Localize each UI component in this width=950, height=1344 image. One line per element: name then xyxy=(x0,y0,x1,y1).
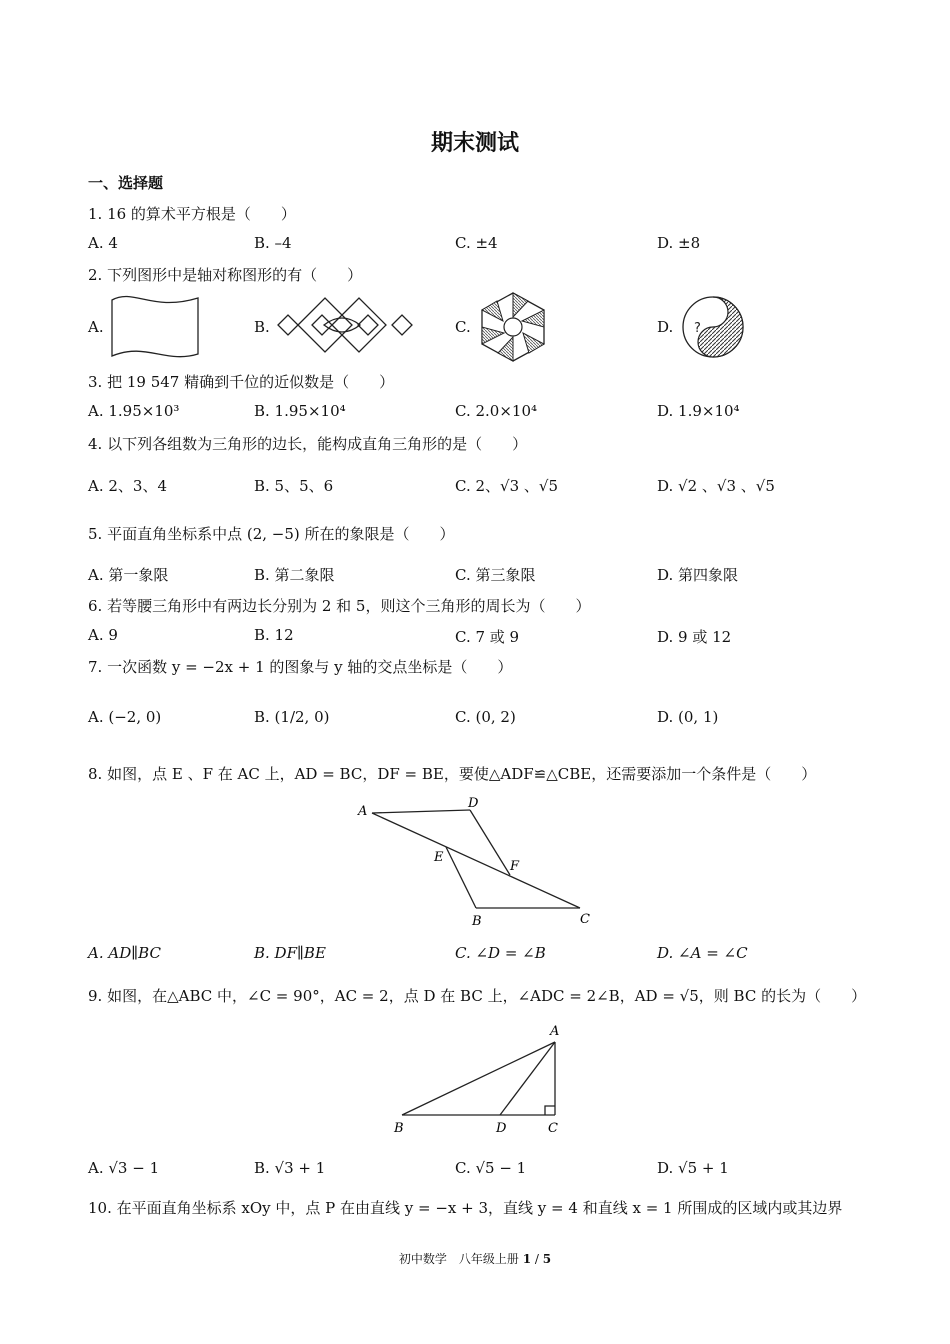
q8-label-d: D xyxy=(468,796,479,811)
q8-label-a: A xyxy=(358,804,368,819)
q8-option-a: A. AD∥BC xyxy=(88,944,161,962)
q2-option-c: C. xyxy=(455,318,471,336)
question-4-stem: 4. 以下列各组数为三角形的边长，能构成直角三角形的是（ ） xyxy=(88,435,528,453)
q2-figure-d-mark: ? xyxy=(694,321,701,336)
q8-figure xyxy=(350,795,600,930)
footer-text: 初中数学 八年级上册 xyxy=(398,1252,523,1266)
page-footer xyxy=(0,1250,950,1267)
q2-figure-c-pinwheel xyxy=(476,291,550,363)
q9-label-b: B xyxy=(394,1121,404,1136)
q3-option-a: A. 1.95×10³ xyxy=(88,402,180,420)
q3-option-c: C. 2.0×10⁴ xyxy=(455,402,538,420)
question-3-stem: 3. 把 19 547 精确到千位的近似数是（ ） xyxy=(88,373,395,391)
footer-page-total: 5 xyxy=(542,1252,552,1266)
q2-figure-b-diamonds xyxy=(278,295,413,355)
q9-option-d: D. √5 + 1 xyxy=(657,1159,729,1177)
page-title: 期末测试 xyxy=(430,131,519,156)
q8-option-c: C. ∠D = ∠B xyxy=(455,944,546,962)
question-6-stem: 6. 若等腰三角形中有两边长分别为 2 和 5，则这个三角形的周长为（ ） xyxy=(88,597,591,615)
q3-option-b: B. 1.95×10⁴ xyxy=(254,402,346,420)
q8-label-e: E xyxy=(434,850,444,865)
q7-option-b: B. (1/2, 0) xyxy=(254,708,330,726)
q4-option-d: D. √2 、√3 、√5 xyxy=(657,477,775,495)
q2-figure-a-banner xyxy=(106,294,206,360)
q1-option-a: A. 4 xyxy=(88,234,118,252)
q7-option-a: A. (−2, 0) xyxy=(88,708,162,726)
q9-label-a: A xyxy=(550,1024,560,1039)
q2-option-d: D. xyxy=(657,318,674,336)
q5-option-a: A. 第一象限 xyxy=(88,566,169,584)
q9-option-b: B. √3 + 1 xyxy=(254,1159,326,1177)
question-2-stem: 2. 下列图形中是轴对称图形的有（ ） xyxy=(88,266,363,284)
question-9-stem: 9. 如图，在△ABC 中，∠C = 90°，AC = 2，点 D 在 BC 上，∠ADC = 2∠B，AD = √5，则 BC 的长为（ ） xyxy=(88,987,867,1005)
q6-option-d: D. 9 或 12 xyxy=(657,628,732,646)
q3-option-d: D. 1.9×10⁴ xyxy=(657,402,740,420)
q2-option-a: A. xyxy=(88,318,104,336)
q9-label-c: C xyxy=(548,1121,558,1136)
q8-label-f: F xyxy=(510,859,520,874)
q9-figure xyxy=(390,1020,570,1140)
question-8-stem: 8. 如图，点 E 、F 在 AC 上，AD = BC，DF = BE，要使△ADF≌△CBE，还需要添加一个条件是（ ） xyxy=(88,765,817,783)
question-10-stem: 10. 在平面直角坐标系 xOy 中，点 P 在由直线 y = −x + 3，直线 y = 4 和直线 x = 1 所围成的区域内或其边界 xyxy=(88,1199,843,1217)
question-5-stem: 5. 平面直角坐标系中点 (2, −5) 所在的象限是（ ） xyxy=(88,525,455,543)
q8-label-c: C xyxy=(580,912,590,927)
q7-option-d: D. (0, 1) xyxy=(657,708,719,726)
q8-label-b: B xyxy=(472,914,482,929)
footer-separator: / xyxy=(531,1252,543,1266)
q7-option-c: C. (0, 2) xyxy=(455,708,516,726)
q4-option-a: A. 2、3、4 xyxy=(88,477,167,495)
q6-option-c: C. 7 或 9 xyxy=(455,628,520,646)
q8-option-b: B. DF∥BE xyxy=(254,944,326,962)
q1-option-c: C. ±4 xyxy=(455,234,498,252)
footer-page-number: 1 xyxy=(522,1252,532,1266)
q4-option-c: C. 2、√3 、√5 xyxy=(455,477,558,495)
section-heading: 一、选择题 xyxy=(88,174,164,192)
q2-option-b: B. xyxy=(254,318,270,336)
q9-label-d: D xyxy=(496,1121,507,1136)
q6-option-a: A. 9 xyxy=(88,626,118,644)
q9-option-c: C. √5 − 1 xyxy=(455,1159,527,1177)
question-7-stem: 7. 一次函数 y = −2x + 1 的图象与 y 轴的交点坐标是（ ） xyxy=(88,658,513,676)
q5-option-b: B. 第二象限 xyxy=(254,566,335,584)
q5-option-d: D. 第四象限 xyxy=(657,566,739,584)
q2-figure-d-yinyang xyxy=(680,294,746,360)
question-1-stem: 1. 16 的算术平方根是（ ） xyxy=(88,205,296,223)
q5-option-c: C. 第三象限 xyxy=(455,566,536,584)
q9-option-a: A. √3 − 1 xyxy=(88,1159,160,1177)
q8-option-d: D. ∠A = ∠C xyxy=(657,944,748,962)
q6-option-b: B. 12 xyxy=(254,626,294,644)
q4-option-b: B. 5、5、6 xyxy=(254,477,334,495)
q1-option-d: D. ±8 xyxy=(657,234,701,252)
q1-option-b: B. –4 xyxy=(254,234,292,252)
